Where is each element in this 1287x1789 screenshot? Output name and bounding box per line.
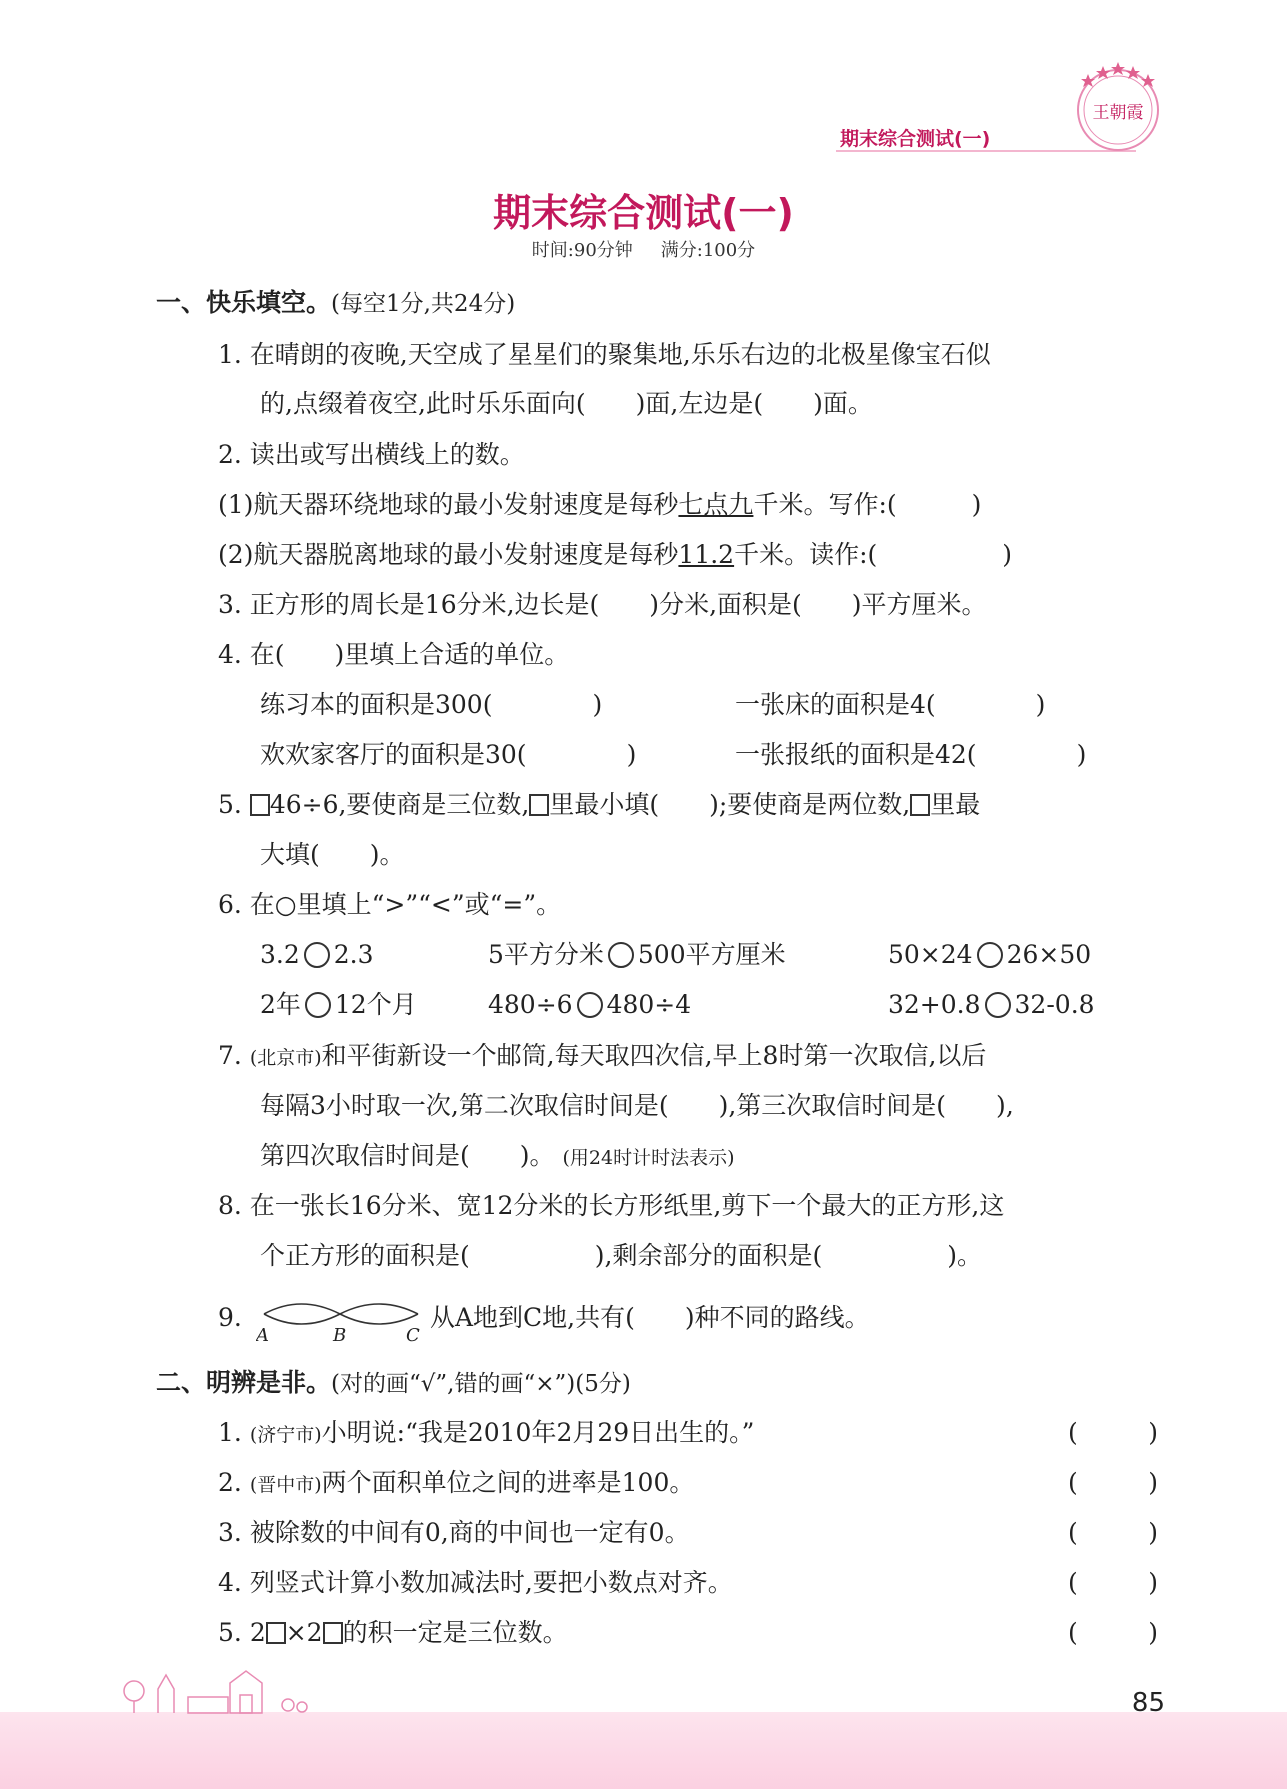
tf-answer-1[interactable] bbox=[1068, 1418, 1158, 1447]
tf5-box-2 bbox=[323, 1622, 343, 1644]
tf-num: 1. bbox=[218, 1418, 250, 1447]
q6-compare-5 bbox=[488, 990, 691, 1020]
q5-num: 5. bbox=[218, 790, 250, 819]
q4-item-c: 欢欢家客厅的面积是30( ) bbox=[260, 740, 637, 769]
svg-text:王朝霞: 王朝霞 bbox=[1092, 103, 1144, 123]
q7-note: (用24时计时法表示) bbox=[562, 1147, 735, 1169]
q7-text-3: 第四次取信时间是( )。 bbox=[260, 1141, 555, 1170]
q2-1-underlined: 七点九 bbox=[678, 490, 754, 519]
tf-text: 列竖式计算小数加减法时,要把小数点对齐。 bbox=[249, 1568, 733, 1597]
q1-line2: 的,点缀着夜空,此时乐乐面向( )面,左边是( )面。 bbox=[260, 389, 873, 418]
q4-item-a: 练习本的面积是300( ) bbox=[260, 690, 603, 719]
q5-text-d: 里最 bbox=[930, 790, 981, 819]
q7-line1 bbox=[218, 1041, 986, 1073]
exam-time: 时间:90分钟 bbox=[531, 240, 633, 261]
q6-compare-4 bbox=[260, 990, 417, 1020]
q3-line: 3. 正方形的周长是16分米,边长是( )分米,面积是( )平方厘米。 bbox=[218, 590, 987, 619]
exam-full-score: 满分:100分 bbox=[660, 240, 756, 261]
q2-line: 2. 读出或写出横线上的数。 bbox=[218, 440, 525, 469]
tf-source: (晋中市) bbox=[249, 1474, 322, 1496]
header-tag: 期末综合测试(一) bbox=[840, 128, 991, 150]
publisher-logo bbox=[1068, 58, 1168, 158]
q2-2-underlined: 11.2 bbox=[678, 540, 735, 569]
tf-text: 两个面积单位之间的进率是100。 bbox=[321, 1468, 695, 1497]
tf5-box-1 bbox=[266, 1622, 286, 1644]
q1-line1: 1. 在晴朗的夜晚,天空成了星星们的聚集地,乐乐右边的北极星像宝石似 bbox=[218, 340, 991, 369]
q6-circle bbox=[304, 942, 330, 968]
q7-line2: 每隔3小时取一次,第二次取信时间是( ),第三次取信时间是( ), bbox=[260, 1091, 1014, 1120]
bracket-right: ) bbox=[1148, 1468, 1158, 1497]
q6-compare-3 bbox=[888, 940, 1091, 970]
bracket-left: ( bbox=[1068, 1418, 1078, 1447]
section1-points: (每空1分,共24分) bbox=[331, 291, 516, 317]
tf-num: 5. bbox=[218, 1618, 250, 1647]
q6-left: 50×24 bbox=[888, 940, 973, 969]
q6-left: 480÷6 bbox=[488, 990, 573, 1019]
q9-point-a: A bbox=[256, 1325, 269, 1344]
q2-2-line bbox=[218, 540, 1012, 570]
bracket-left: ( bbox=[1068, 1468, 1078, 1497]
q4-item-b: 一张床的面积是4( ) bbox=[735, 690, 1046, 719]
q2-1-text-b: 千米。写作:( ) bbox=[753, 490, 982, 519]
q5-box-1 bbox=[250, 794, 270, 816]
q6-right: 2.3 bbox=[333, 940, 374, 969]
section2-heading bbox=[156, 1368, 631, 1399]
bracket-left: ( bbox=[1068, 1618, 1078, 1647]
q6-left: 2年 bbox=[260, 990, 301, 1019]
exam-meta bbox=[0, 236, 1287, 262]
q4-item-d: 一张报纸的面积是42( ) bbox=[735, 740, 1087, 769]
tf-item-5 bbox=[218, 1618, 568, 1648]
bracket-right: ) bbox=[1148, 1418, 1158, 1447]
q2-1-line bbox=[218, 490, 981, 520]
q6-right: 26×50 bbox=[1006, 940, 1092, 969]
q5-box-2 bbox=[529, 794, 549, 816]
tf-num: 2. bbox=[218, 1468, 250, 1497]
q5-line1 bbox=[218, 790, 980, 820]
tf5-times: ×2 bbox=[285, 1618, 323, 1647]
q5-box-3 bbox=[910, 794, 930, 816]
q4-line: 4. 在( )里填上合适的单位。 bbox=[218, 640, 570, 669]
q9-point-b: B bbox=[333, 1325, 347, 1344]
tf-item-4 bbox=[218, 1568, 733, 1598]
q6-circle bbox=[577, 992, 603, 1018]
tf-answer-2[interactable] bbox=[1068, 1468, 1158, 1497]
q7-line3 bbox=[260, 1141, 735, 1173]
q6-left: 32+0.8 bbox=[888, 990, 981, 1019]
q2-2-text-b: 千米。读作:( ) bbox=[734, 540, 1013, 569]
q6-circle bbox=[305, 992, 331, 1018]
q2-2-text-a: (2)航天器脱离地球的最小发射速度是每秒 bbox=[218, 540, 679, 569]
q5-text-c: 里最小填( );要使商是两位数, bbox=[549, 790, 911, 819]
section1-title: 一、快乐填空。 bbox=[156, 288, 332, 317]
q9-point-c: C bbox=[406, 1325, 420, 1344]
tf-num: 4. bbox=[218, 1568, 250, 1597]
q6-line: 6. 在○里填上“>”“<”或“=”。 bbox=[218, 890, 562, 919]
q6-left: 3.2 bbox=[260, 940, 300, 969]
q9-num: 9. bbox=[218, 1303, 242, 1332]
section1-heading bbox=[156, 288, 515, 319]
q6-compare-1 bbox=[260, 940, 374, 970]
q6-right: 12个月 bbox=[334, 990, 417, 1019]
q9-text: 从A地到C地,共有( )种不同的路线。 bbox=[430, 1303, 870, 1332]
bracket-left: ( bbox=[1068, 1518, 1078, 1547]
footer-band bbox=[0, 1712, 1287, 1789]
bracket-right: ) bbox=[1148, 1518, 1158, 1547]
q6-left: 5平方分米 bbox=[488, 940, 604, 969]
bracket-right: ) bbox=[1148, 1568, 1158, 1597]
q6-circle bbox=[608, 942, 634, 968]
q6-right: 480÷4 bbox=[606, 990, 692, 1019]
q5-line2: 大填( )。 bbox=[260, 840, 405, 869]
q6-compare-6 bbox=[888, 990, 1095, 1020]
castle-decoration bbox=[118, 1655, 358, 1715]
section2-points: (对的画“√”,错的画“×”)(5分) bbox=[331, 1371, 631, 1397]
tf-num: 3. bbox=[218, 1518, 250, 1547]
tf-answer-3[interactable] bbox=[1068, 1518, 1158, 1547]
bracket-right: ) bbox=[1148, 1618, 1158, 1647]
q2-1-text-a: (1)航天器环绕地球的最小发射速度是每秒 bbox=[218, 490, 679, 519]
tf-source: (济宁市) bbox=[249, 1424, 322, 1446]
q8-line2: 个正方形的面积是( ),剩余部分的面积是( )。 bbox=[260, 1241, 982, 1270]
page-title: 期末综合测试(一) bbox=[493, 191, 794, 235]
tf-item-2 bbox=[218, 1468, 694, 1500]
page-number: 85 bbox=[1131, 1688, 1165, 1718]
q6-circle bbox=[985, 992, 1011, 1018]
q9-route-diagram bbox=[256, 1296, 426, 1344]
tf-answer-4[interactable] bbox=[1068, 1568, 1158, 1597]
section2-title: 二、明辨是非。 bbox=[156, 1368, 332, 1397]
tf-text: 的积一定是三位数。 bbox=[342, 1618, 568, 1647]
q7-source: (北京市) bbox=[249, 1047, 322, 1069]
q7-num: 7. bbox=[218, 1041, 250, 1070]
bracket-left: ( bbox=[1068, 1568, 1078, 1597]
q6-right: 500平方厘米 bbox=[637, 940, 786, 969]
q7-text-1: 和平街新设一个邮筒,每天取四次信,早上8时第一次取信,以后 bbox=[321, 1041, 987, 1070]
tf5-digit: 2 bbox=[249, 1618, 266, 1647]
tf-item-3 bbox=[218, 1518, 690, 1548]
tf-text: 被除数的中间有0,商的中间也一定有0。 bbox=[249, 1518, 690, 1547]
tf-answer-5[interactable] bbox=[1068, 1618, 1158, 1647]
q5-text-b: 46÷6,要使商是三位数, bbox=[269, 790, 530, 819]
tf-item-1 bbox=[218, 1418, 754, 1450]
q8-line1: 8. 在一张长16分米、宽12分米的长方形纸里,剪下一个最大的正方形,这 bbox=[218, 1191, 1005, 1220]
q6-right: 32-0.8 bbox=[1014, 990, 1095, 1019]
q6-compare-2 bbox=[488, 940, 786, 970]
tf-text: 小明说:“我是2010年2月29日出生的。” bbox=[321, 1418, 755, 1447]
q6-circle bbox=[977, 942, 1003, 968]
